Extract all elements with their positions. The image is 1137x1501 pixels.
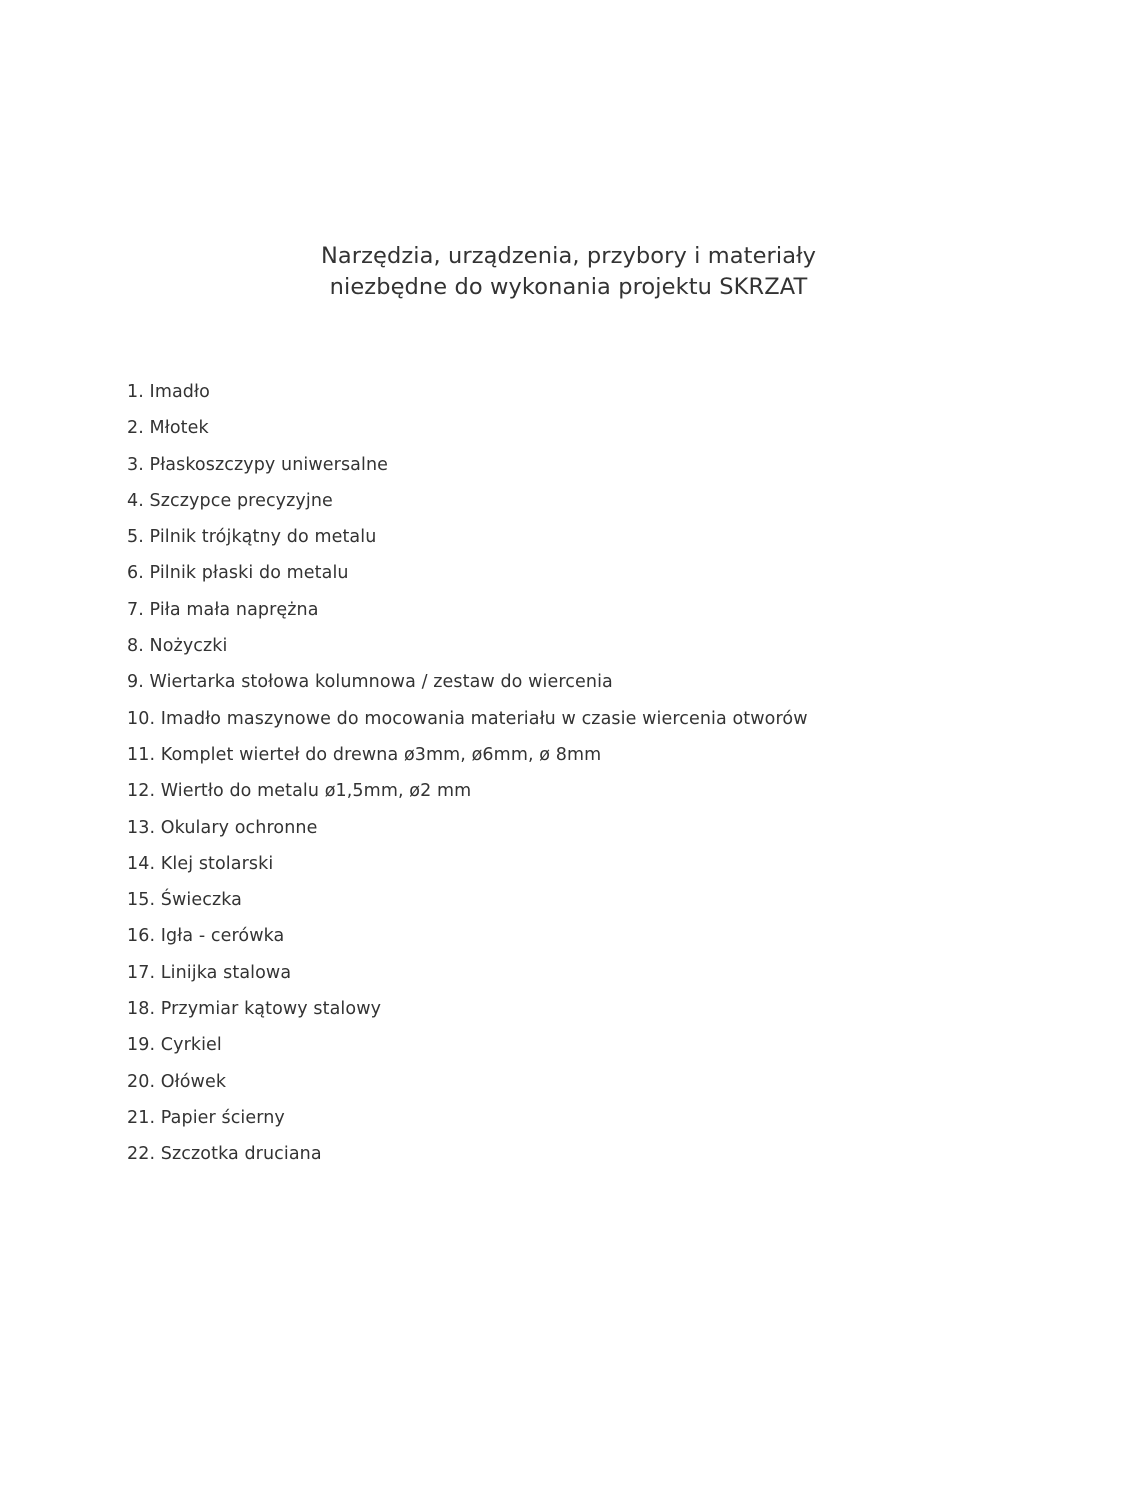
list-item: 4. Szczypce precyzyjne [127,490,333,511]
list-item: 16. Igła - cerówka [127,926,285,947]
page-title-line-1: Narzędzia, urządzenia, przybory i materiały [320,243,817,269]
list-item: 7. Piła mała naprężna [127,599,319,620]
list-item: 12. Wiertło do metalu ø1,5mm, ø2 mm [127,781,472,802]
list-item: 5. Pilnik trójkątny do metalu [127,527,377,548]
list-item: 2. Młotek [127,418,209,439]
list-item: 21. Papier ścierny [127,1107,285,1128]
list-item: 18. Przymiar kątowy stalowy [127,999,382,1020]
tool-list [127,374,1137,1173]
list-item: 20. Ołówek [127,1071,227,1092]
list-item: 17. Linijka stalowa [127,962,292,983]
list-item: 8. Nożyczki [127,636,228,657]
list-item: 9. Wiertarka stołowa kolumnowa / zestaw do wiercenia [127,672,613,693]
list-item: 19. Cyrkiel [127,1035,222,1056]
list-item: 3. Płaskoszczypy uniwersalne [127,454,389,475]
list-item: 10. Imadło maszynowe do mocowania materiału w czasie wiercenia otworów [127,708,808,729]
list-item: 14. Klej stolarski [127,853,274,874]
list-item: 22. Szczotka druciana [127,1144,322,1165]
list-item: 6. Pilnik płaski do metalu [127,563,349,584]
list-item: 11. Komplet wierteł do drewna ø3mm, ø6mm, ø 8mm [127,744,602,765]
page-title-line-2: niezbędne do wykonania projektu SKRZAT [329,274,808,300]
list-item: 1. Imadło [127,382,210,402]
page-title [0,0,1137,303]
list-item: 15. Świeczka [127,890,243,911]
list-item: 13. Okulary ochronne [127,817,318,838]
